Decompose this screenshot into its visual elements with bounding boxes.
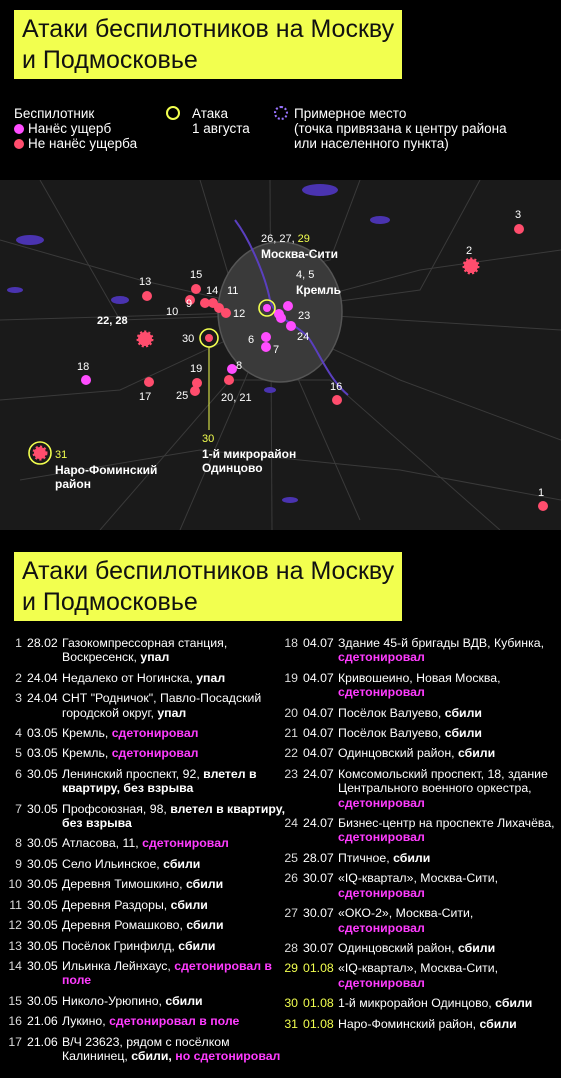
point-26-27-29 [263,304,271,312]
item-place: Деревня Ромашково, [62,918,183,933]
item-place: Кремль, [62,726,109,741]
list-item [276,961,561,990]
item-place: Здание 45-й бригады ВДВ, Кубинка, [338,636,545,650]
list-item [0,939,288,953]
label-naro-2: район [55,477,91,491]
item-text [62,636,288,665]
item-date: 24.07 [303,816,334,831]
item-number: 1 [15,636,22,650]
item-place: Деревня Раздоры, [62,897,168,912]
item-number: 21 [284,726,298,741]
item-status: сбили [444,705,482,720]
item-status: сдетонировал [111,746,199,761]
label-18: 18 [77,361,90,373]
item-text [338,851,561,865]
not-damaged-dot-icon [14,139,24,149]
list-item [0,857,288,871]
item-status: сдетонировал [338,830,425,845]
list-item [0,1035,288,1064]
item-number: 24 [284,816,298,831]
point-5 [283,301,293,311]
item-number: 10 [8,877,22,892]
item-number: 15 [8,993,22,1008]
item-date: 30.05 [27,993,58,1008]
point-2 [464,259,478,273]
list-item [276,671,561,700]
item-date: 04.07 [303,670,334,685]
item-text [62,877,288,891]
item-text [62,857,288,871]
label-odintsovo-1: 1-й микрорайон [202,447,297,461]
legend-approx-line2: (точка привязана к центру района [294,121,507,136]
item-status: сдетонировал [338,920,425,935]
item-status: сбили [170,897,208,912]
item-place: Атласова, 11, [62,836,139,851]
list-item [0,877,288,891]
item-text [62,726,288,740]
label-2: 2 [466,245,473,257]
item-place: СНТ "Родничок", Павло-Посадский городской округ, [62,691,262,720]
label-naro-num: 31 [55,449,68,461]
item-date: 30.05 [27,836,58,851]
item-place: Лукино, [62,1014,106,1029]
item-status: влетел в квартиру, без взрыва [62,801,286,831]
item-text [62,836,288,850]
item-text [338,726,561,740]
list-item [276,941,561,955]
item-number: 4 [15,726,22,741]
label-odintsovo-num: 30 [202,433,215,445]
item-text [338,767,561,810]
item-status: сдетонировал [338,795,425,810]
item-number: 9 [15,856,22,871]
item-number: 5 [15,746,22,761]
attack-list-left [0,636,288,1069]
point-13 [142,291,152,301]
legend-approx-line3: или населенного пункта) [294,136,449,151]
label-20-21: 20, 21 [221,392,252,404]
item-number: 3 [15,691,22,706]
item-number: 19 [284,670,298,685]
legend-attack [166,106,250,136]
item-status: сдетонировал [111,726,199,741]
label-25: 25 [176,390,189,402]
label-22-28: 22, 28 [97,315,128,327]
item-date: 30.05 [27,958,58,973]
label-naro-1: Наро-Фоминский [55,463,158,477]
label-odintsovo-2: Одинцово [202,461,263,475]
item-place: Бизнес-центр на проспекте Лихачёва, [338,816,555,831]
item-number: 29 [284,961,298,976]
item-status: сдетонировал [338,885,425,900]
list-item [0,959,288,988]
label-1: 1 [538,487,545,499]
title-line-1: Атаки беспилотников на Москву [22,15,395,43]
label-15: 15 [190,269,203,281]
list-item [0,691,288,720]
item-number: 30 [284,996,298,1011]
item-status: сбили [186,918,224,933]
item-status: сбили [457,940,496,955]
item-status: сбили [495,996,533,1011]
item-text [338,671,561,700]
item-status: упал [140,650,170,665]
item-place: Наро-Фоминский район, [338,1016,477,1031]
item-date: 30.05 [27,897,58,912]
item-status: сбили [393,850,431,865]
item-place: Кривошеино, Новая Москва, [338,670,501,685]
item-date: 01.08 [303,1016,334,1031]
item-number: 20 [284,705,298,720]
item-status: сдетонировал в поле [109,1014,240,1029]
list-item [0,994,288,1008]
label-8: 8 [236,360,243,372]
item-number: 16 [8,1014,22,1029]
item-text [62,1014,288,1028]
label-19: 19 [190,363,203,375]
item-date: 30.05 [27,766,58,781]
list-title-line-1: Атаки беспилотников на Москву [22,557,395,585]
item-date: 04.07 [303,746,334,761]
item-status: сдетонировал в поле [62,958,272,988]
point-24 [286,321,296,331]
item-status: сдетонировал [338,650,425,665]
legend-drone-heading: Беспилотник [14,106,95,121]
item-date: 01.08 [303,996,334,1011]
label-13: 13 [139,276,152,288]
item-place: Посёлок Валуево, [338,705,442,720]
point-31 [34,447,46,459]
item-status: сбили [165,993,203,1008]
item-place: Ильинка Лейнхаус, [62,958,171,973]
point-1 [538,501,548,511]
label-11: 11 [227,285,239,297]
item-date: 04.07 [303,636,334,650]
item-date: 21.06 [27,1014,58,1029]
item-number: 2 [15,670,22,685]
item-number: 7 [15,801,22,816]
item-date: 30.05 [27,877,58,892]
item-date: 04.07 [303,705,334,720]
legend-not-damaged [14,136,137,151]
item-status: сдетонировал [338,685,425,700]
item-status-extra: но сдетонировал [175,1048,281,1063]
item-date: 03.05 [27,746,58,761]
item-status: сбили, [131,1048,172,1063]
item-number: 26 [284,871,298,886]
damaged-dot-icon [14,124,24,134]
item-text [338,871,561,900]
item-status: сбили [444,726,482,741]
item-place: «IQ-квартал», Москва-Сити, [338,871,499,886]
item-status: упал [196,670,226,685]
item-place: Село Ильинское, [62,856,160,871]
list-item [0,918,288,932]
legend-not-damaged-label: Не нанёс ущерба [28,136,138,151]
item-text [338,746,561,760]
item-status: упал [157,705,187,720]
item-date: 30.07 [303,906,334,921]
label-17: 17 [139,391,152,403]
label-23: 23 [298,310,311,322]
legend-attack-line1: Атака [192,106,228,121]
point-16 [332,395,342,405]
item-text [62,671,288,685]
item-number: 8 [15,836,22,851]
item-status: сдетонировал [142,836,229,851]
item-text [62,767,288,796]
item-date: 24.04 [27,670,58,685]
item-date: 01.08 [303,961,334,976]
label-moscow-city: Москва-Сити [261,247,339,261]
legend-damaged [14,121,137,136]
item-place: Одинцовский район, [338,746,455,761]
item-place: В/Ч 23623, рядом с посёлком Калининец, [62,1034,230,1063]
item-text [62,959,288,988]
item-place: Посёлок Валуево, [338,726,442,741]
list-item [276,767,561,810]
list-item [0,636,288,665]
item-text [338,1017,561,1031]
legend-attack-line2: 1 августа [192,121,250,136]
item-number: 28 [284,940,298,955]
label-kremlin-nums: 4, 5 [296,269,315,281]
item-place: Профсоюзная, 98, [62,801,167,816]
item-number: 13 [8,938,22,953]
list-title [14,552,402,621]
list-item [0,898,288,912]
item-number: 6 [15,766,22,781]
point-15 [191,284,201,294]
item-place: Птичное, [338,850,390,865]
item-place: Одинцовский район, [338,940,455,955]
item-place: 1-й микрорайон Одинцово, [338,996,492,1011]
label-kremlin: Кремль [296,283,342,297]
item-date: 28.02 [27,636,58,650]
item-text [62,802,288,831]
item-place: Кремль, [62,746,109,761]
item-text [62,994,288,1008]
list-item [0,836,288,850]
item-status: сбили [457,746,496,761]
legend-drone [14,106,137,151]
item-number: 18 [284,636,298,650]
list-item [276,851,561,865]
item-date: 21.06 [27,1034,58,1049]
legend-approx-line1: Примерное место [294,106,407,121]
label-14: 14 [206,285,219,297]
item-text [338,961,561,990]
item-number: 17 [8,1034,22,1049]
list-item [276,871,561,900]
list-item [276,906,561,935]
list-item [0,746,288,760]
item-place: Деревня Тимошкино, [62,877,183,892]
label-6: 6 [248,334,255,346]
list-item [0,726,288,740]
item-date: 30.05 [27,801,58,816]
item-date: 03.05 [27,726,58,741]
item-status: сбили [178,938,216,953]
item-text [62,939,288,953]
list-item [0,802,288,831]
item-place: Николо-Урюпино, [62,993,162,1008]
list-item [276,706,561,720]
item-place: Посёлок Гринфилд, [62,938,175,953]
attack-map [0,180,561,530]
item-text [338,706,561,720]
point-12 [221,308,231,318]
point-3 [514,224,524,234]
item-number: 23 [284,766,298,781]
item-text [338,636,561,665]
point-23 [276,313,286,323]
item-date: 30.07 [303,940,334,955]
list-item [276,1017,561,1031]
point-18 [81,375,91,385]
attack-list-right [276,636,561,1037]
point-17 [144,377,154,387]
item-text [62,918,288,932]
point-22-28 [138,332,152,346]
item-place: Комсомольский проспект, 18, здание Центрального военного оркестра, [338,766,548,796]
item-text [62,1035,288,1064]
label-30-small: 30 [182,333,195,345]
item-place: Ленинский проспект, 92, [62,766,200,781]
list-item [276,816,561,845]
item-text [62,691,288,720]
legend-approx [274,106,507,151]
item-place: «IQ-квартал», Москва-Сити, [338,961,499,976]
point-30 [205,334,213,342]
label-7: 7 [273,344,280,356]
list-item [0,1014,288,1028]
list-item [276,996,561,1010]
list-title-line-2: и Подмосковье [22,588,198,616]
label-12: 12 [233,308,246,320]
title-line-2: и Подмосковье [22,46,198,74]
item-text [338,941,561,955]
label-9: 9 [186,298,193,310]
item-status: сбили [479,1016,517,1031]
item-date: 24.07 [303,766,334,781]
item-date: 30.07 [303,871,334,886]
approx-ring-icon [274,106,288,120]
item-date: 30.05 [27,856,58,871]
label-moscow-city-nums: 26, 27, 29 [261,233,310,245]
point-6 [261,332,271,342]
list-item [0,671,288,685]
list-item [276,746,561,760]
item-date: 28.07 [303,850,334,865]
item-date: 24.04 [27,691,58,706]
item-number: 25 [284,850,298,865]
item-number: 11 [9,897,22,912]
item-text [338,816,561,845]
item-number: 22 [284,746,298,761]
item-place: Недалеко от Ногинска, [62,670,193,685]
attack-ring-icon [166,106,180,120]
item-number: 12 [8,918,22,933]
point-20-21 [224,375,234,385]
item-text [62,746,288,760]
item-date: 30.05 [27,938,58,953]
list-item [276,726,561,740]
item-number: 27 [284,906,298,921]
item-text [62,898,288,912]
item-number: 31 [284,1016,298,1031]
label-16: 16 [330,381,343,393]
list-item [276,636,561,665]
label-10: 10 [166,306,179,318]
item-text [338,996,561,1010]
item-number: 14 [8,958,22,973]
legend-damaged-label: Нанёс ущерб [28,121,112,136]
item-place: Газокомпрессорная станция, Воскресенск, [62,636,228,665]
label-3: 3 [515,209,522,221]
list-item [0,767,288,796]
item-place: «ОКО-2», Москва-Сити, [338,906,474,921]
item-status: сбили [163,856,201,871]
item-status: сбили [185,877,224,892]
item-status: влетел в квартиру, без взрыва [62,766,257,796]
map-title [14,10,402,79]
point-7 [261,342,271,352]
item-date: 30.05 [27,918,58,933]
item-text [338,906,561,935]
item-date: 04.07 [303,726,334,741]
point-19b [192,378,202,388]
item-status: сдетонировал [338,975,425,990]
label-24: 24 [297,331,310,343]
